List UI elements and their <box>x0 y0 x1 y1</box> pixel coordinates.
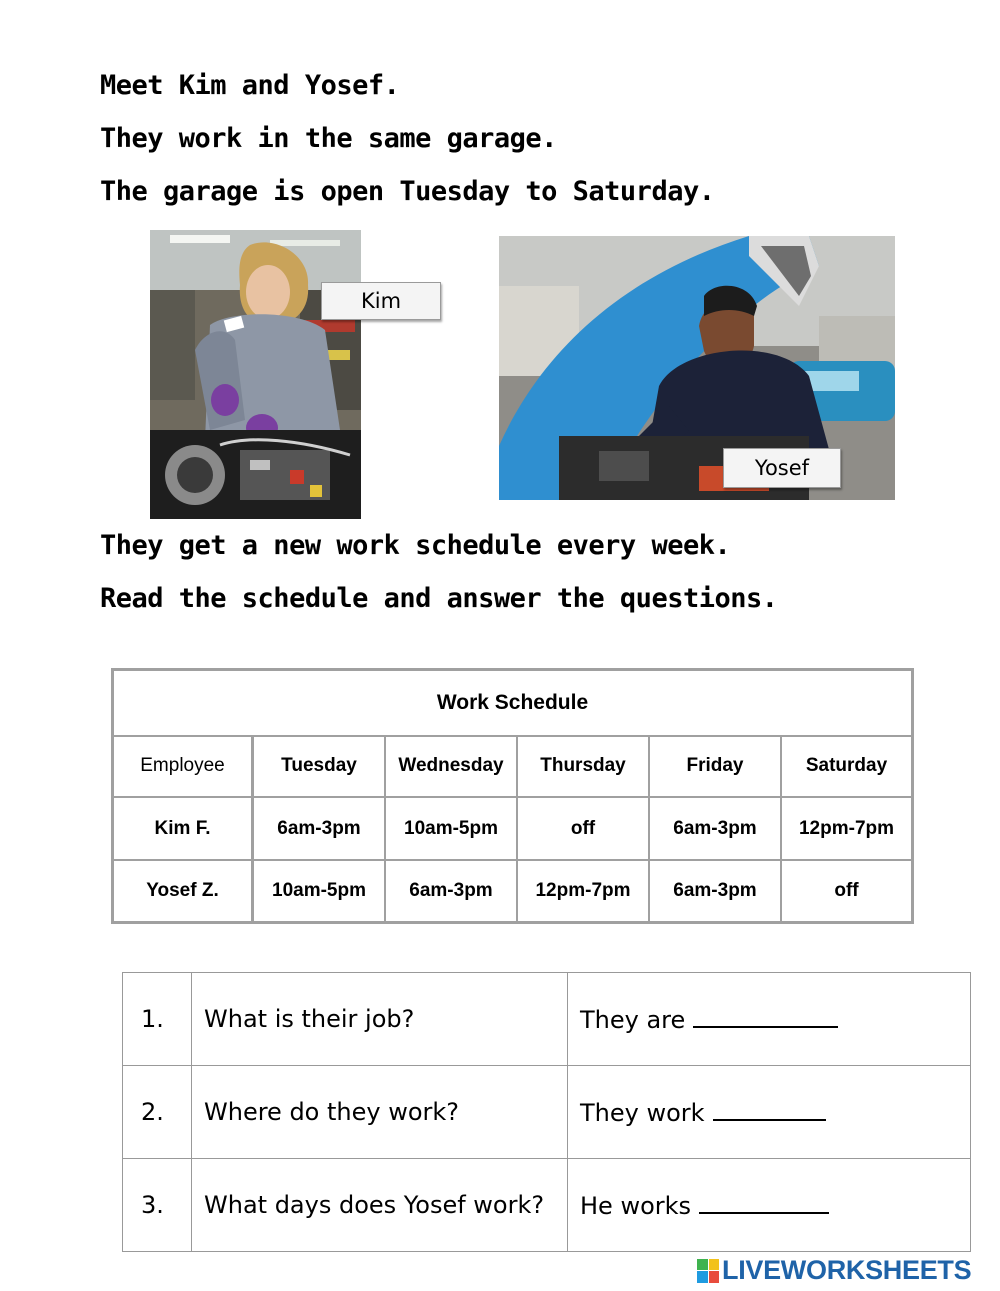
questions-table <box>122 972 971 1252</box>
schedule-cell: 6am-3pm <box>650 861 782 921</box>
schedule-title: Work Schedule <box>114 671 911 737</box>
instruction-line-2: Read the schedule and answer the questions. <box>100 583 778 614</box>
question-text: What days does Yosef work? <box>192 1159 568 1252</box>
kim-name-tag: Kim <box>321 282 441 320</box>
intro-line-3: The garage is open Tuesday to Saturday. <box>100 176 715 207</box>
question-number: 3. <box>123 1159 192 1252</box>
liveworksheets-logo[interactable] <box>697 1255 971 1286</box>
schedule-cell: 10am-5pm <box>386 798 518 861</box>
answer-prefix: They are <box>580 1006 686 1034</box>
question-row <box>123 1066 971 1159</box>
work-schedule-table <box>111 668 914 924</box>
schedule-header-tuesday: Tuesday <box>254 735 386 798</box>
schedule-header-friday: Friday <box>650 735 782 798</box>
yosef-name-tag: Yosef <box>723 448 841 488</box>
answer-cell <box>568 1159 971 1252</box>
schedule-cell: off <box>518 798 650 861</box>
schedule-row-employee: Kim F. <box>114 798 254 861</box>
schedule-header-thursday: Thursday <box>518 735 650 798</box>
answer-blank[interactable] <box>693 1004 838 1028</box>
answer-blank[interactable] <box>699 1190 829 1214</box>
kim-photo <box>150 230 361 519</box>
intro-line-2: They work in the same garage. <box>100 123 557 154</box>
schedule-header-saturday: Saturday <box>782 735 911 798</box>
question-text: What is their job? <box>192 973 568 1066</box>
answer-cell <box>568 973 971 1066</box>
answer-cell <box>568 1066 971 1159</box>
instruction-line-1: They get a new work schedule every week. <box>100 530 731 561</box>
schedule-row-employee: Yosef Z. <box>114 861 254 921</box>
question-text: Where do they work? <box>192 1066 568 1159</box>
schedule-header-wednesday: Wednesday <box>386 735 518 798</box>
schedule-cell: 6am-3pm <box>650 798 782 861</box>
schedule-header-employee: Employee <box>114 735 254 798</box>
liveworksheets-logo-icon <box>697 1259 719 1283</box>
question-row <box>123 1159 971 1252</box>
logo-text: LIVEWORKSHEETS <box>722 1255 972 1285</box>
schedule-cell: 6am-3pm <box>254 798 386 861</box>
question-number: 1. <box>123 973 192 1066</box>
answer-prefix: He works <box>580 1192 692 1220</box>
schedule-cell: 12pm-7pm <box>782 798 911 861</box>
question-row <box>123 973 971 1066</box>
schedule-cell: 6am-3pm <box>386 861 518 921</box>
schedule-cell: 12pm-7pm <box>518 861 650 921</box>
intro-line-1: Meet Kim and Yosef. <box>100 70 400 101</box>
question-number: 2. <box>123 1066 192 1159</box>
schedule-cell: 10am-5pm <box>254 861 386 921</box>
schedule-cell: off <box>834 880 859 901</box>
answer-prefix: They work <box>580 1099 705 1127</box>
answer-blank[interactable] <box>713 1097 826 1121</box>
